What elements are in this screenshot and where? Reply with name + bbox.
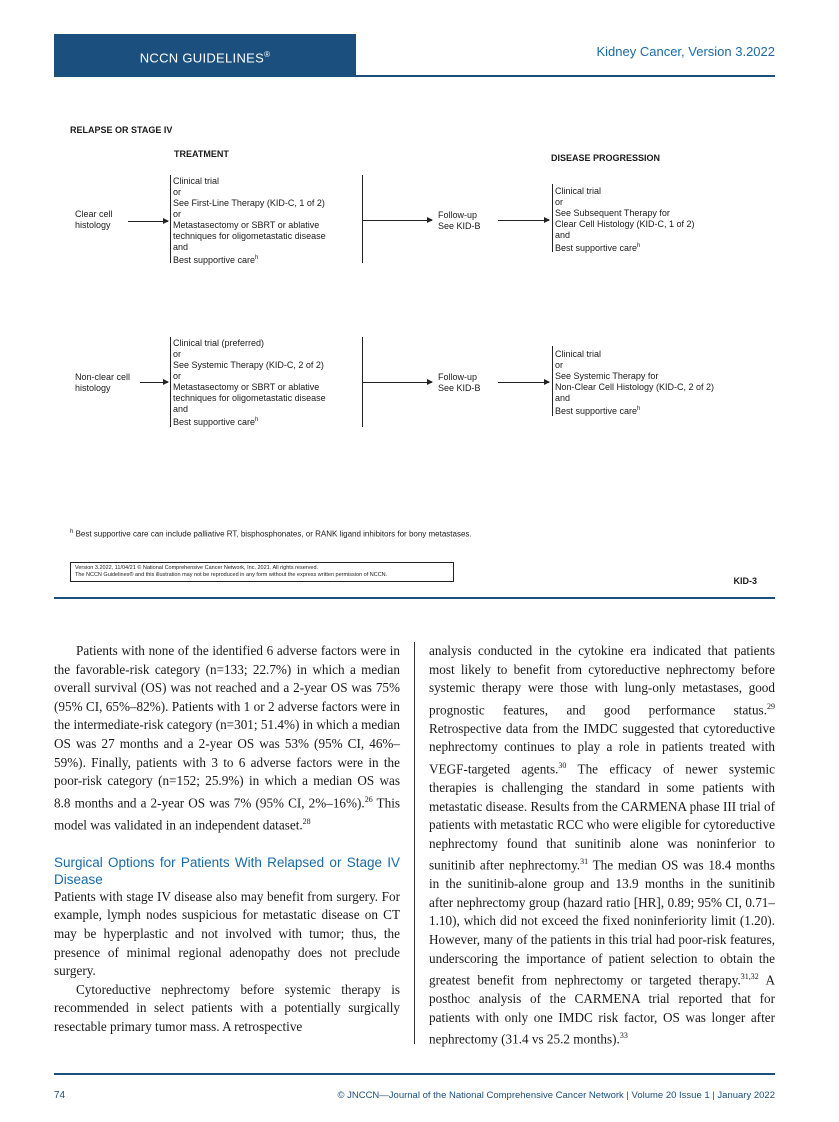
row1-progression: Clinical trial or See Subsequent Therapy for Clear Cell Histology (KID-C, 1 of 2) and Best supportive care$^h$ (555, 186, 695, 253)
paragraph-carmena: analysis conducted in the cytokine era indicated that patients most likely to benefit from cytoreductive nephrectomy before systemic therapy were those with lung-only metastases, good prognostic features, and good performance status.$^{29}$ Retrospective data from the IMDC suggested that cytoreductive nephrectomy continues to play a role in patients treated with VEGF-targeted agents.$^{30}$ The efficacy of newer systemic therapies is challenging the standard in some patients with metastatic disease. Results from the CARMENA phase III trial of patients with metastatic RCC who were eligible for cytoreductive nephrectomy found that sunitinib alone was noninferior to sunitinib after nephrectomy.$^{31}$ The median OS was 18.4 months in the sunitinib-alone group and 13.9 months in the sunitinib after nephrectomy group (hazard ratio [HR], 0.89; 95% CI, 0.71–1.10), which did not exceed the fixed noninferiority limit (1.20). However, many of the patients in this trial had poor-risk features, underscoring the importance of patient selection to obtain the greatest benefit from nephrectomy or targeted therapy.$^{31,32}$ A posthoc analysis of the CARMENA trial reported that for patients with only one IMDC risk factor, OS was longer after nephrectomy (31.4 vs 25.2 months).$^{33}$ (429, 643, 776, 1047)
row1-arrow-1 (128, 221, 168, 222)
row2-treatment: Clinical trial (preferred) or See Systemic Therapy (KID-C, 2 of 2) or Metastasectomy or SBRT or ablative techniques for oligometastatic disease and Best supportive care$^h$ (173, 338, 326, 427)
row1-progression-bracket (552, 184, 553, 252)
section-label: RELAPSE OR STAGE IV (70, 125, 173, 135)
row2-progression: Clinical trial or See Systemic Therapy for Non-Clear Cell Histology (KID-C, 2 of 2) and Best supportive care$^h$ (555, 349, 715, 416)
row1-treatment: Clinical trial or See First-Line Therapy (KID-C, 1 of 2) or Metastasectomy or SBRT or ablative techniques for oligometastatic disease and Best supportive care$^h$ (173, 176, 326, 265)
footnote: $^h$ Best supportive care can include palliative RT, bisphosphonates, or RANK ligand inhibitors for bony metastases. (70, 529, 472, 539)
progression-header: DISEASE PROGRESSION (551, 153, 661, 163)
paragraph-cytoreductive: Cytoreductive nephrectomy before systemic therapy is recommended in select patients with a potentially surgically resectable primary tumor mass. A retrospective (54, 981, 400, 1034)
row1-arrow-3 (498, 220, 549, 221)
paragraph-risk-categories: Patients with none of the identified 6 adverse factors were in the favorable-risk category (n=133; 22.7%) in which a median overall survival (OS) was not reached and a 2-year OS was 75% (95% CI, 65%–82%). Patients with 1 or 2 adverse factors were in the intermediate-risk category (n=301; 51.4%) in which a median OS was 27 months and a 2-year OS was 53% (95% CI, 46%–59%). Finally, patients with 3 to 6 adverse factors were in the poor-risk category (n=152; 25.9%) in which a median OS was 8.8 months and a 2-year OS was 7% (95% CI, 2%–16%).$^{26}$ This model was validated in an independent dataset.$^{28}$ (54, 643, 400, 833)
journal-footer: © JNCCN—Journal of the National Comprehensive Cancer Network | Volume 20 Issue 1 | January 2022 (337, 1090, 775, 1101)
row2-arrow-2 (363, 382, 432, 383)
row2-followup: Follow-up See KID-B (438, 372, 481, 393)
paragraph-stage-iv-surgery: Patients with stage IV disease also may benefit from surgery. For example, lymph nodes suspicious for metastatic disease on CT may be hyperplastic and not involved with tumor; thus, the presence of minimal regional adenopathy does not preclude surgery. (54, 888, 400, 979)
section-heading: Surgical Options for Patients With Relapsed or Stage IV Disease (54, 854, 400, 887)
guidelines-title: NCCN GUIDELINES® (139, 50, 271, 66)
figure-rule (54, 597, 775, 599)
version-box: Version 3.2022, 11/04/21 © National Comprehensive Cancer Network, Inc. 2021. All rights reserved. The NCCN Guidelines® and this illustration may not be reproduced in any form without the express written permission of NCCN. (70, 562, 454, 582)
column-divider (414, 642, 415, 1044)
page-number: 74 (54, 1090, 66, 1101)
row2-histology: Non-clear cell histology (75, 372, 131, 393)
running-title: Kidney Cancer, Version 3.2022 (596, 44, 775, 59)
row1-histology: Clear cell histology (75, 209, 113, 230)
row2-progression-bracket (552, 346, 553, 416)
row2-arrow-1 (140, 382, 168, 383)
footer-rule (54, 1073, 775, 1075)
page-code: KID-3 (733, 576, 757, 586)
treatment-header: TREATMENT (174, 149, 229, 159)
row1-arrow-2 (363, 220, 432, 221)
left-column (54, 642, 400, 1036)
row1-followup: Follow-up See KID-B (438, 210, 481, 231)
header-rule (54, 75, 775, 77)
right-column (429, 642, 775, 1049)
row2-arrow-3 (498, 382, 549, 383)
